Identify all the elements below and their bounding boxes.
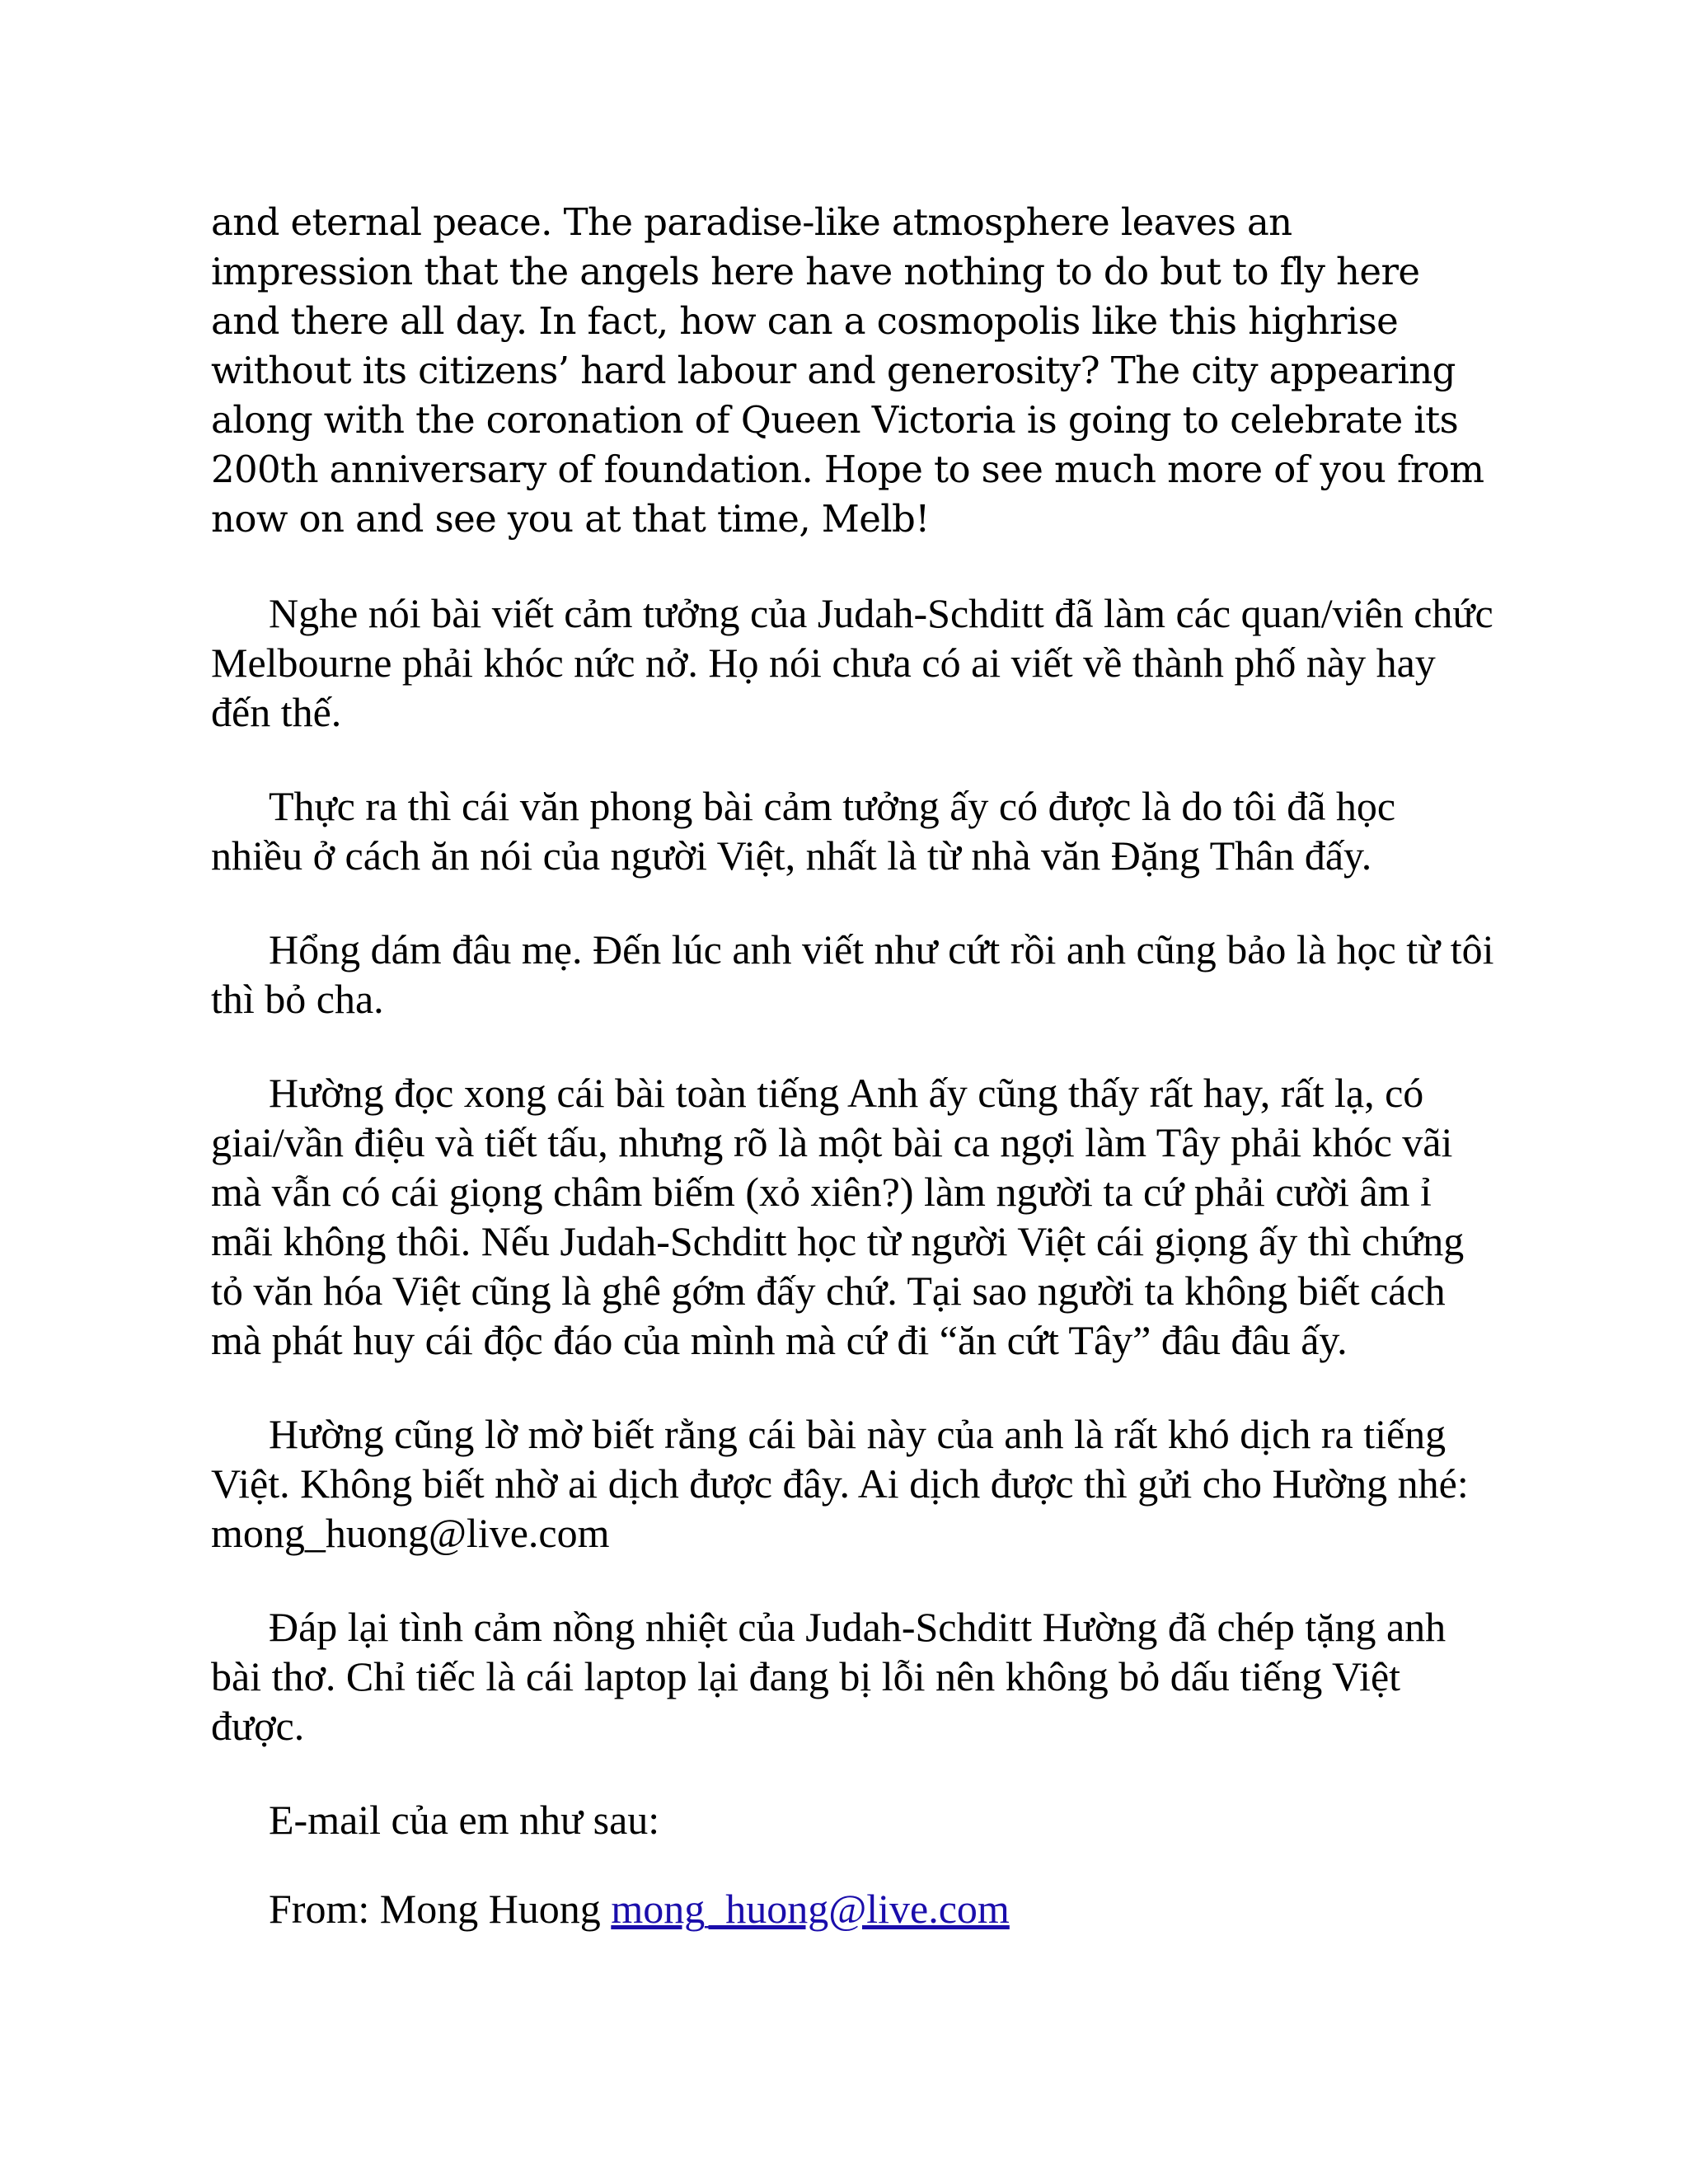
paragraph-translation-request: Hường cũng lờ mờ biết rằng cái bài này của anh là rất khó dịch ra tiếng Việt. Không biết nhờ ai dịch được đây. Ai dịch được thì gửi cho Hường nhé: mong_huong@live.com [211, 1411, 1469, 1556]
paragraph-poem-gift: Đáp lại tình cảm nồng nhiệt của Judah-Schditt Hường đã chép tặng anh bài thơ. Chỉ tiếc là cái laptop lại đang bị lỗi nên không bỏ dấu tiếng Việt được. [211, 1604, 1447, 1749]
paragraph-melbourne-officials: Nghe nói bài viết cảm tưởng của Judah-Schditt đã làm các quan/viên chức Melbourne phải khóc nức nở. Họ nói chưa có ai viết về thành phố này hay đến thế. [211, 590, 1493, 735]
paragraph-english-text: and eternal peace. The paradise-like atmosphere leaves an impression that the angels here have nothing to do but to fly here and there all day. In fact, how can a cosmopolis like this highrise without its citizens’ hard labour and generosity? The city appearing along with the coronation of Queen Victoria is going to celebrate its 200th anniversary of foundation. Hope to see much more of you from now on and see you at that time, Melb! [211, 200, 1484, 541]
from-line [211, 1884, 1497, 1933]
paragraph-writing-style: Thực ra thì cái văn phong bài cảm tưởng ấy có được là do tôi đã học nhiều ở cách ăn nói của người Việt, nhất là từ nhà văn Đặng Thân đấy. [211, 783, 1396, 879]
document-body [211, 198, 1497, 1978]
paragraph-email-intro: E-mail của em như sau: [269, 1797, 660, 1843]
paragraph-reply: Hổng dám đâu mẹ. Đến lúc anh viết như cứt rồi anh cũng bảo là học từ tôi thì bỏ cha. [211, 926, 1494, 1022]
from-prefix: From: Mong Huong [269, 1886, 612, 1932]
paragraph-huong-reading: Hường đọc xong cái bài toàn tiếng Anh ấy cũng thấy rất hay, rất lạ, có giai/vần điệu và tiết tấu, nhưng rõ là một bài ca ngợi làm Tây phải khóc vãi mà vẫn có cái giọng châm biếm (xỏ xiên?) làm người ta cứ phải cười âm ỉ mãi không thôi. Nếu Judah-Schditt học từ người Việt cái giọng ấy thì chứng tỏ văn hóa Việt cũng là ghê gớm đấy chứ. Tại sao người ta không biết cách mà phát huy cái độc đáo của mình mà cứ đi “ăn cứt Tây” đâu đâu ấy. [211, 1070, 1465, 1363]
email-link[interactable]: mong_huong@live.com [611, 1886, 1010, 1932]
